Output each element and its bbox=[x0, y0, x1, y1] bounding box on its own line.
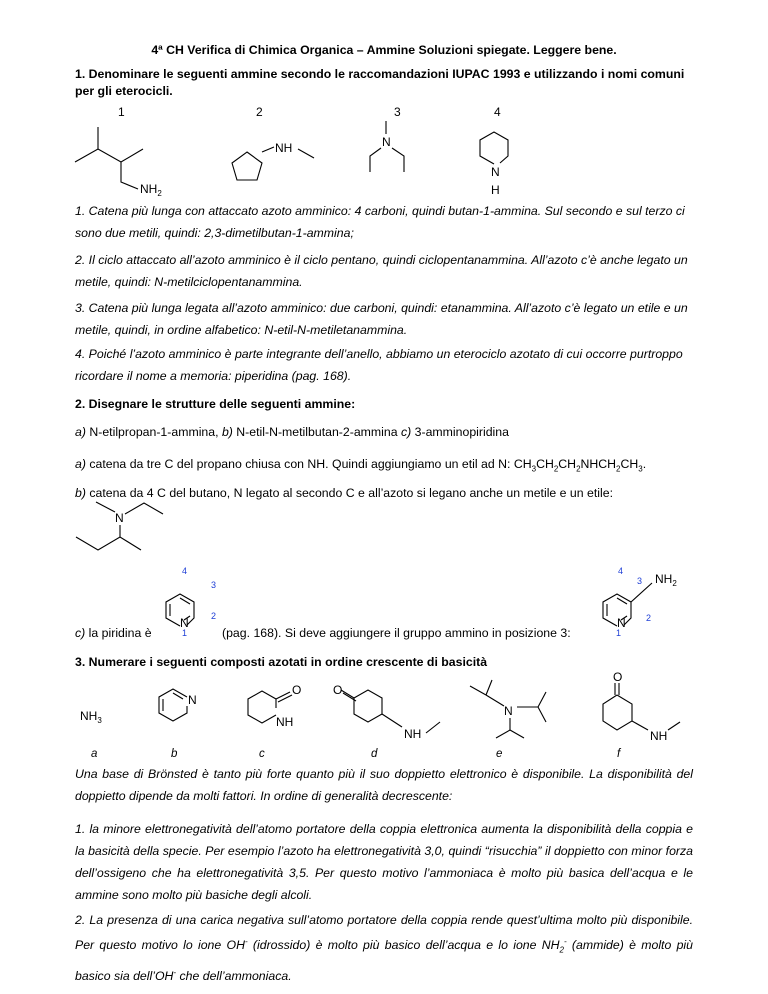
q1-heading: 1. Denominare le seguenti ammine secondo le raccomandazioni IUPAC 1993 e utilizzando i nomi comuni per gli eterocicli. bbox=[75, 67, 685, 98]
ring-number-2b: 2 bbox=[646, 613, 652, 623]
q2-list: a) N-etilpropan-1-ammina, b) N-etil-N-metilbutan-2-ammina c) 3-amminopiridina bbox=[75, 425, 509, 439]
pyridine-n-label: N bbox=[180, 616, 189, 630]
page-title: 4ª CH Verifica di Chimica Organica – Ammine Soluzioni spiegate. Leggere bene. bbox=[151, 43, 617, 57]
compound-label-b: b bbox=[171, 748, 178, 760]
dipea-n-label: N bbox=[504, 704, 513, 718]
q1-answer-3: 3. Catena più lunga legata all’azoto amminico: due carboni, quindi: etanammina. All’azoto c’è legato un etile e un metile, quindi, in ordine alfabetico: N-etil-N-metiletanammina. bbox=[75, 301, 688, 337]
ring-number-4b: 4 bbox=[618, 566, 624, 576]
q2-answer-c-part1: c) la piridina è bbox=[75, 626, 152, 640]
q1-answer-1: 1. Catena più lunga con attaccato azoto amminico: 4 carboni, quindi butan-1-ammina. Sul secondo e sul terzo ci sono due metili, quindi: 2,3-dimetilbutan-1-ammina; bbox=[75, 204, 685, 240]
q1-answer-2: 2. Il ciclo attaccato all’azoto amminico è il ciclo pentano, quindi ciclopentanammina. All’azoto c’è anche legato un metile, quindi: N-metilciclopentanammina. bbox=[75, 253, 688, 289]
ring-number-3b: 3 bbox=[637, 576, 643, 586]
q3-heading: 3. Numerare i seguenti composti azotati in ordine crescente di basicità bbox=[75, 655, 488, 669]
ring-number-3: 3 bbox=[211, 580, 217, 590]
q3-intro: Una base di Brönsted è tanto più forte quanto più il suo doppietto elettronico è disponibile. La disponibilità del doppietto dipende da molti fattori. In ordine di generalità decrescente: bbox=[75, 767, 693, 803]
compound-label-e: e bbox=[496, 748, 503, 760]
ketone-nh-label: NH bbox=[404, 727, 422, 741]
amine-label-1: $NH_2$ bbox=[140, 182, 162, 198]
aminopyridine-n-label: N bbox=[617, 616, 626, 630]
ketone-o-label: O bbox=[333, 683, 343, 697]
compound-label-c: c bbox=[259, 748, 265, 760]
compound-label-a: a bbox=[91, 748, 98, 760]
ring-number-1: 1 bbox=[182, 628, 188, 638]
f-o-label: O bbox=[613, 670, 623, 684]
q2-heading: 2. Disegnare le strutture delle seguenti ammine: bbox=[75, 397, 356, 411]
q3-point-1: 1. la minore elettronegatività dell’atomo portatore della coppia elettronica aumenta la disponibilità della coppia e la basicità della specie. Per esempio l’azoto ha elettronegatività 3,0, quindi “risucchia” il doppietto con minor forza dell’ossigeno che ha elettronegatività 3,5. Per questo motivo l’ammoniaca è molto più basica dell’acqua e le ammine sono molto più basiche degli alcoli. bbox=[75, 822, 693, 902]
ring-number-4: 4 bbox=[182, 566, 188, 576]
q1-answer-4: 4. Poiché l’azoto amminico è parte integrante dell’anello, abbiamo un eterociclo azotato di cui occorre purtroppo ricordare il nome a memoria: piperidina (pag. 168). bbox=[75, 347, 683, 383]
q2b-n-label: N bbox=[115, 511, 124, 525]
structure-number-1: 1 bbox=[118, 105, 125, 119]
structure-number-4: 4 bbox=[494, 105, 501, 119]
q3-point-2: 2. La presenza di una carica negativa sull’atomo portatore della coppia rende quest’ultima molto più disponibile. Per questo motivo lo ione OH- (idrossido) è molto più basico dell’acqua e lo ione $NH_2^-$ (ammide) è molto più basico sia dell’OH- che dell’ammoniaca. bbox=[75, 913, 693, 983]
aminopyridine-nh2-label: $NH_2$ bbox=[655, 572, 677, 588]
q2-answer-b: b) catena da 4 C del butano, N legato al secondo C e all’azoto si legano anche un metile e un etile: bbox=[75, 486, 614, 500]
ring-number-2: 2 bbox=[211, 611, 217, 621]
amine-label-3: N bbox=[382, 135, 391, 149]
nh3-label: $NH_3$ bbox=[80, 709, 102, 725]
q3-pyridine-n: N bbox=[188, 693, 197, 707]
structure-number-2: 2 bbox=[256, 105, 263, 119]
f-nh-label: NH bbox=[650, 729, 668, 743]
lactam-nh-label: NH bbox=[276, 715, 294, 729]
q2-answer-c-part2: (pag. 168). Si deve aggiungere il gruppo ammino in posizione 3: bbox=[222, 626, 571, 640]
ring-number-1b: 1 bbox=[616, 628, 622, 638]
amine-label-2: NH bbox=[275, 141, 293, 155]
compound-label-d: d bbox=[371, 748, 378, 760]
amine-label-4: N bbox=[491, 165, 500, 179]
structure-number-3: 3 bbox=[394, 105, 401, 119]
compound-label-f: f bbox=[617, 748, 621, 760]
amine-label-4-h: H bbox=[491, 183, 500, 197]
q2-answer-a: a) catena da tre C del propano chiusa con NH. Quindi aggiungiamo un etil ad N: $CH_3CH_2CH_2NHCH_2CH_3$. bbox=[75, 457, 647, 474]
lactam-o-label: O bbox=[292, 683, 302, 697]
